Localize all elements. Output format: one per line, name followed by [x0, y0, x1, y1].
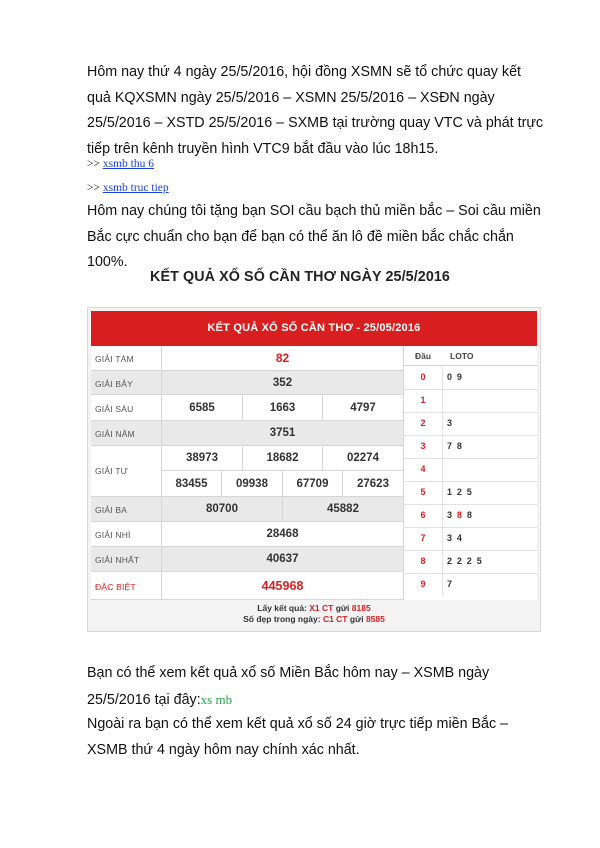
loto-row [404, 389, 538, 413]
loto-header [404, 346, 538, 366]
prize-row-6 [91, 395, 403, 421]
prize-row-7 [91, 371, 403, 395]
prize-value: 67709 [282, 471, 342, 497]
loto-tail-highlight: 8 [456, 510, 464, 520]
sms-lucky-line [91, 614, 537, 625]
loto-head-digit: 8 [420, 556, 426, 566]
loto-row [404, 573, 538, 597]
loto-row [404, 504, 538, 528]
sms-mid: gửi [347, 614, 366, 624]
prize-value: 27623 [342, 471, 403, 497]
prize-row-2 [91, 522, 403, 547]
sms-number: 8585 [365, 614, 385, 624]
prize-row-4 [91, 446, 403, 497]
sms-mid: gửi [333, 603, 352, 613]
loto-tail-digits: 7 8 [442, 435, 538, 458]
sms-info [91, 603, 537, 625]
loto-head-digit: 1 [420, 395, 426, 405]
prize-name: GIẢI TƯ [95, 466, 129, 476]
prize-value: 4797 [322, 395, 403, 421]
loto-row [404, 458, 538, 482]
xsmb-paragraph [87, 661, 547, 713]
prize-row-1 [91, 547, 403, 572]
loto-tail-digits [442, 389, 538, 412]
prize-value: 3751 [161, 421, 403, 446]
prize-name: GIẢI BẢY [95, 379, 133, 389]
sms-number: 8185 [351, 603, 371, 613]
prize-value: 40637 [161, 547, 403, 572]
prize-value: 28468 [161, 522, 403, 547]
loto-row [404, 527, 538, 551]
prize-value: 45882 [282, 497, 403, 522]
prize-value: 80700 [161, 497, 282, 522]
loto-row [404, 412, 538, 436]
prize-row-5 [91, 421, 403, 446]
prize-name: GIẢI NHÌ [95, 530, 131, 540]
result-heading: KẾT QUẢ XỔ SỐ CẦN THƠ NGÀY 25/5/2016 [150, 269, 450, 285]
related-link-line-1 [87, 158, 154, 170]
outro-paragraph: Ngoài ra bạn có thể xem kết quả xổ số 24 giờ trực tiếp miền Bắc – XSMB thứ 4 ngày hôm nay chính xác nhất. [87, 716, 509, 758]
loto-tail-digits: 3 [442, 412, 538, 435]
loto-head-digit: 7 [420, 533, 426, 543]
loto-tail-digits: 1 2 5 [442, 481, 538, 504]
prize-row-8 [91, 346, 403, 371]
sms-label: Lấy kết quả: [257, 603, 310, 613]
prize-value: 02274 [322, 446, 403, 471]
loto-tail-digits: 3 4 [442, 527, 538, 550]
prize-row-special [91, 572, 403, 600]
prize-name: GIẢI BA [95, 505, 128, 515]
xsmb-thu-6-link[interactable]: xsmb thu 6 [102, 158, 154, 170]
prize-value: 38973 [161, 446, 242, 471]
loto-tail-part: 8 [463, 510, 474, 520]
related-link-line-2 [87, 182, 169, 194]
prize-name: GIẢI TÁM [95, 354, 134, 364]
link-prefix: >> [87, 158, 103, 170]
prize-value: 18682 [242, 446, 322, 471]
loto-column-header: LOTO [450, 351, 474, 361]
loto-row [404, 366, 538, 390]
sms-code: C1 CT [322, 614, 348, 624]
xsmb-truc-tiep-link[interactable]: xsmb truc tiep [102, 182, 169, 194]
loto-head-digit: 0 [420, 372, 426, 382]
loto-row [404, 435, 538, 459]
prize-row-3 [91, 497, 403, 522]
loto-tail-digits: 2 2 2 5 [442, 550, 538, 573]
prize-value: 82 [161, 346, 403, 371]
loto-row [404, 550, 538, 574]
prize-value: 83455 [161, 471, 221, 497]
sms-label: Số đẹp trong ngày: [243, 614, 323, 624]
dau-header: Đầu [414, 351, 432, 361]
prize-name: ĐẶC BIỆT [95, 582, 136, 592]
loto-head-digit: 5 [420, 487, 426, 497]
loto-head-digit: 9 [420, 579, 426, 589]
loto-row [404, 481, 538, 505]
loto-tail-digits [442, 504, 538, 527]
prize-name: GIẢI SÁU [95, 404, 134, 414]
prize-value: 352 [161, 371, 403, 395]
loto-tail-digits: 7 [442, 573, 538, 596]
loto-tail-digits: 0 9 [442, 366, 538, 389]
loto-head-digit: 6 [420, 510, 426, 520]
lottery-result-table [87, 307, 541, 632]
prize-value: 6585 [161, 395, 242, 421]
prize-value: 09938 [221, 471, 282, 497]
loto-panel [403, 346, 537, 600]
table-title: KẾT QUẢ XỔ SỐ CẦN THƠ - 25/05/2016 [91, 311, 537, 346]
prize-name: GIẢI NHẤT [95, 555, 140, 565]
link-prefix: >> [87, 182, 103, 194]
loto-head-digit: 4 [420, 464, 426, 474]
loto-tail-part: 3 [447, 510, 457, 520]
sms-code: X1 CT [309, 603, 334, 613]
prize-value: 1663 [242, 395, 322, 421]
loto-head-digit: 3 [420, 441, 426, 451]
sms-result-line [91, 603, 537, 614]
special-prize-value: 445968 [161, 572, 403, 600]
loto-head-digit: 2 [420, 418, 426, 428]
loto-tail-digits [442, 458, 538, 481]
xsmb-text: Bạn có thể xem kết quả xổ số Miền Bắc hôm nay – XSMB ngày 25/5/2016 tại đây: [87, 665, 490, 708]
prize-name: GIẢI NĂM [95, 429, 135, 439]
intro-paragraph: Hôm nay thứ 4 ngày 25/5/2016, hội đồng XSMN sẽ tổ chức quay kết quả KQXSMN ngày 25/5/2016 – XSMN 25/5/2016 – XSĐN ngày 25/5/2016 – XSTD 25/5/2016 – SXMB tại trường quay VTC và phát trực tiếp trên kênh truyền hình VTC9 bắt đầu vào lúc 18h15. [87, 64, 544, 157]
soi-cau-paragraph: Hôm nay chúng tôi tặng bạn SOI cầu bạch thủ miền bắc – Soi cầu miền Bắc cực chuẩn cho bạn để bạn có thể ăn lô đề miền bắc chắc chắn 100%. [87, 203, 541, 270]
xs-mb-link[interactable]: xs mb [200, 691, 233, 707]
